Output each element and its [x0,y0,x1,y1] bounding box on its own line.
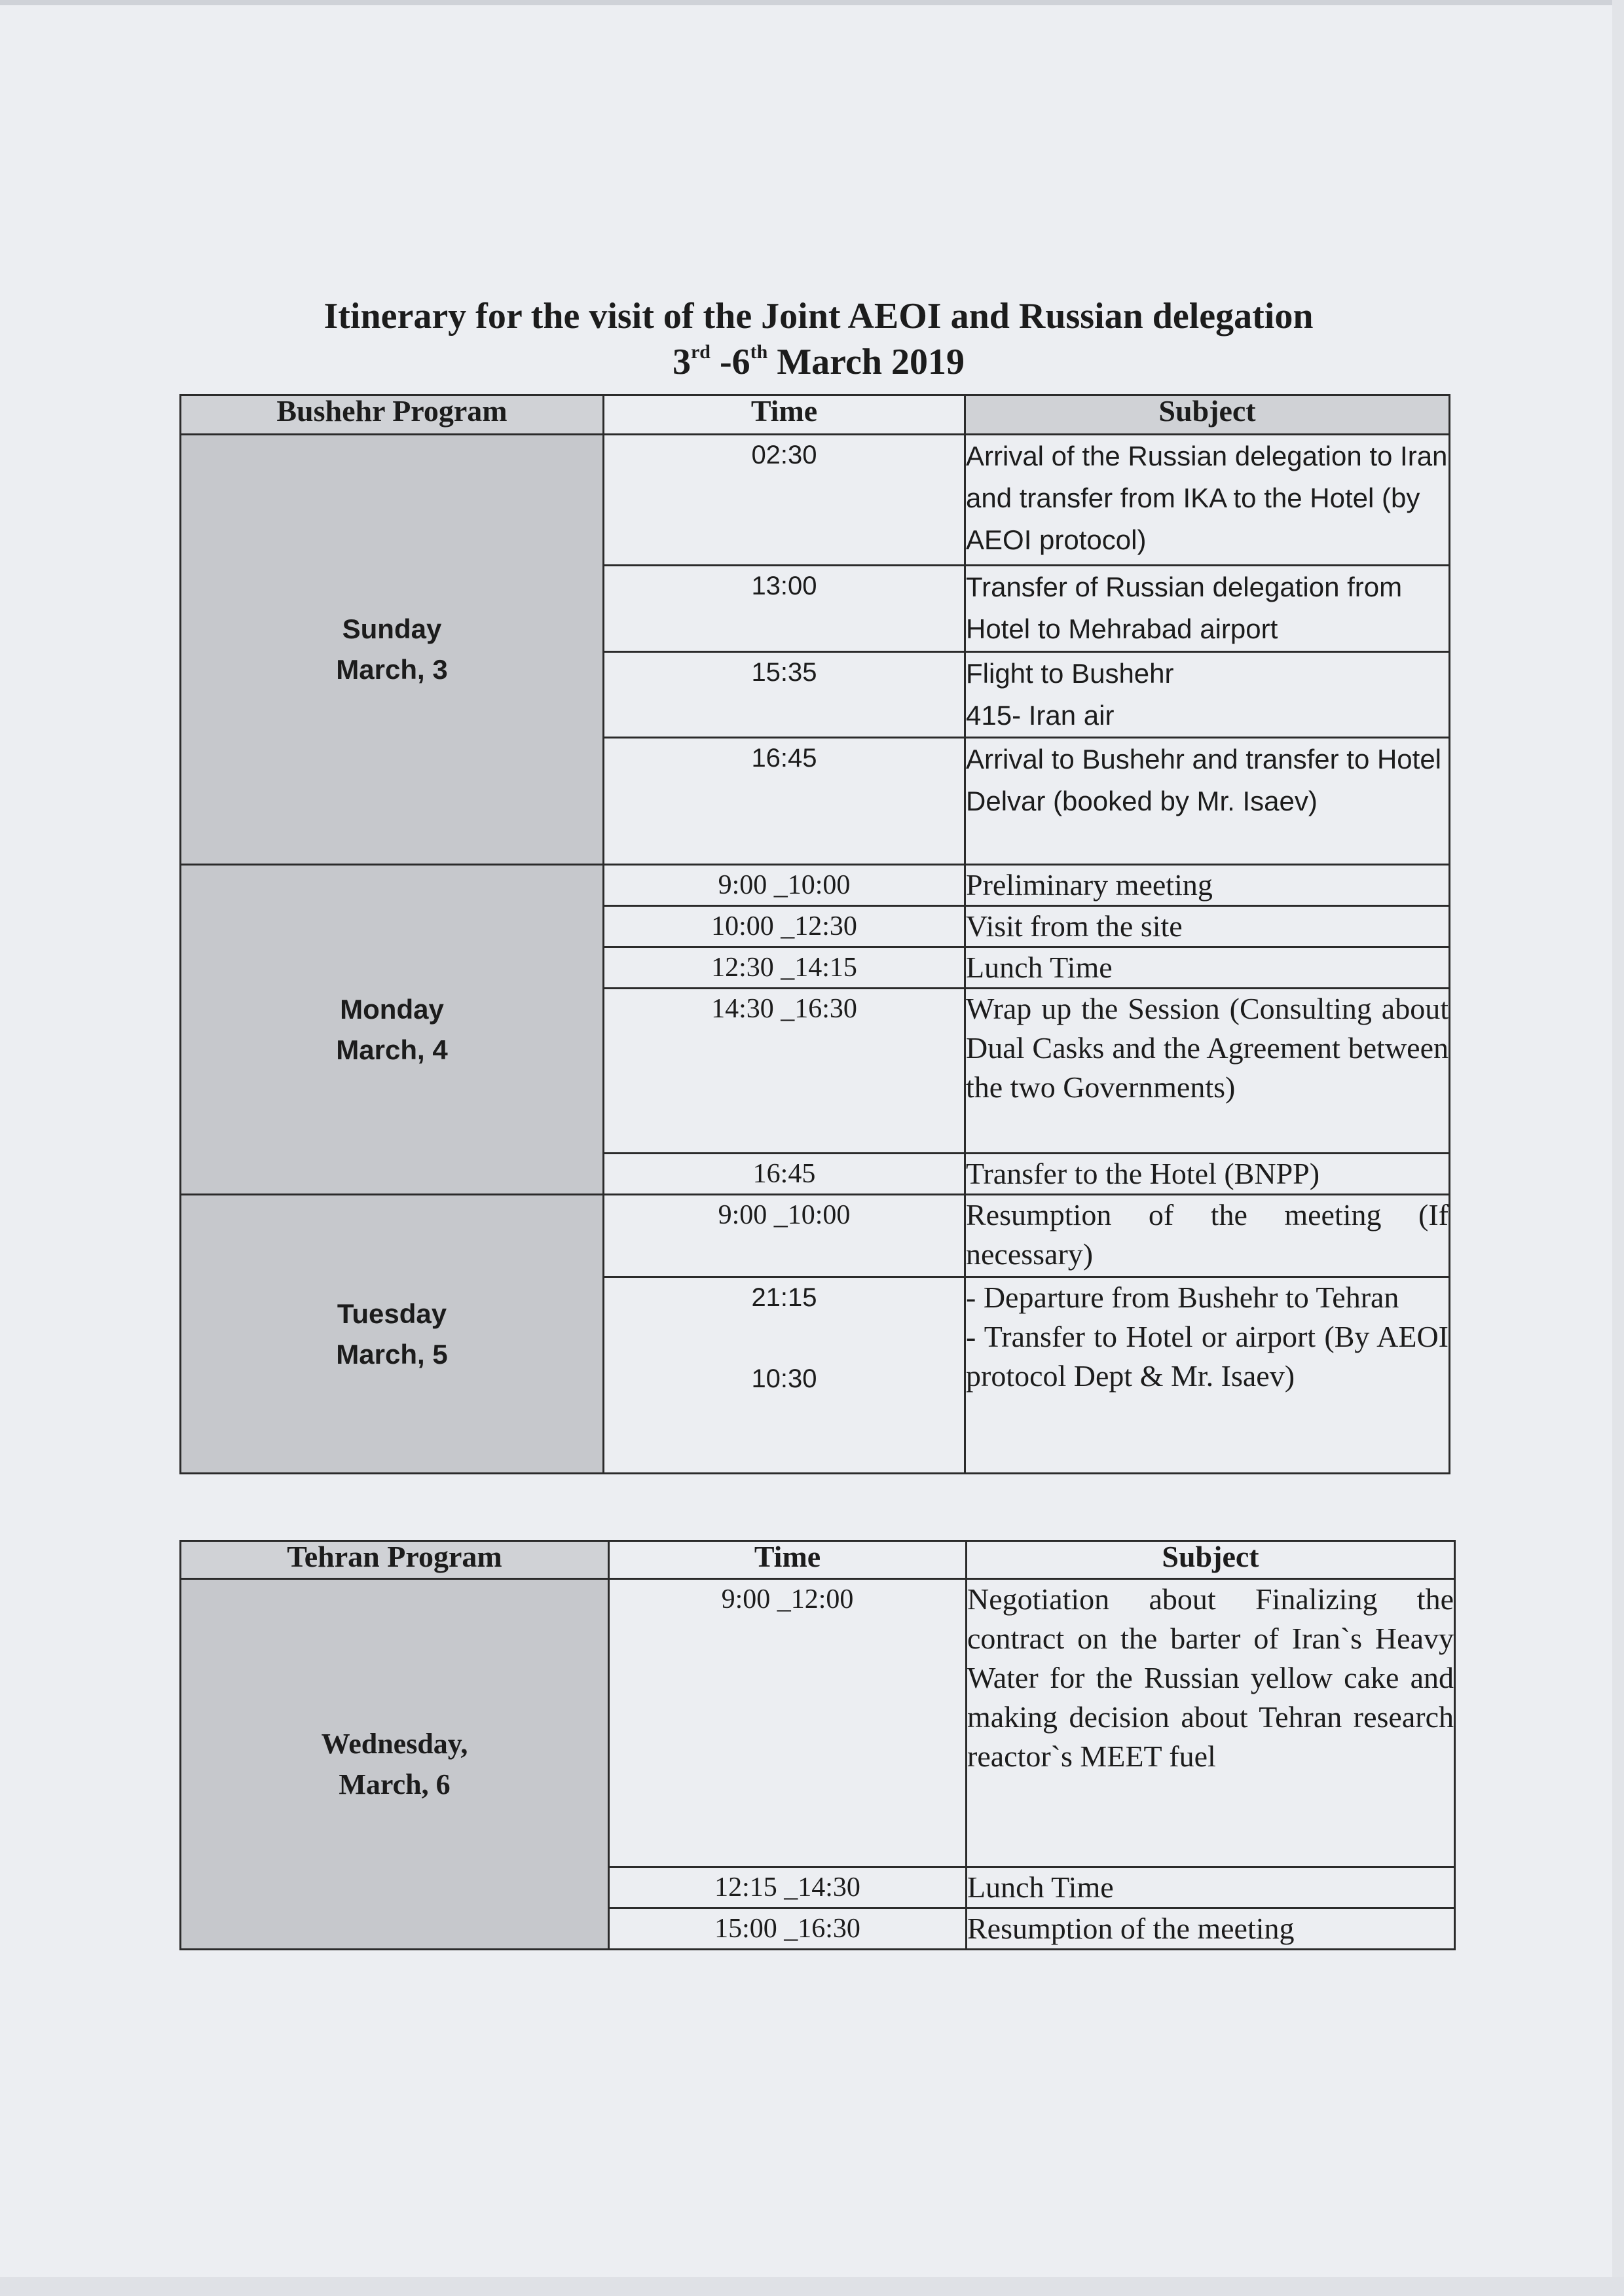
subject-cell: Negotiation about Finalizing the contract on the barter of Iran`s Heavy Water for the Russian yellow cake and making decision about Tehran research reactor`s MEET fuel [967,1579,1455,1867]
subject-cell: Lunch Time [965,947,1450,989]
time-cell: 02:30 [604,435,965,566]
subject-cell: Lunch Time [967,1867,1455,1908]
time-cell: 12:30 _14:15 [604,947,965,989]
title-line: Itinerary for the visit of the Joint AEOI and Russian delegation [323,296,1314,337]
time-cell: 21:15 10:30 [604,1277,965,1474]
day-cell-wednesday: Wednesday, March, 6 [181,1579,609,1950]
time-cell: 15:00 _16:30 [609,1908,967,1950]
table-row [181,1195,1450,1277]
table-row [181,435,1450,566]
day-cell-sunday: Sunday March, 3 [181,435,604,865]
time-cell: 14:30 _16:30 [604,989,965,1154]
time-cell: 9:00 _10:00 [604,865,965,906]
time-cell: 13:00 [604,566,965,652]
table-row [181,1579,1455,1867]
program-header: Bushehr Program [181,395,604,435]
table-header-row [181,395,1450,435]
subject-cell: Transfer of Russian delegation from Hotel to Mehrabad airport [965,566,1450,652]
subject-cell: Resumption of the meeting (If necessary) [965,1195,1450,1277]
time-header: Time [609,1541,967,1579]
day-cell-tuesday: Tuesday March, 5 [181,1195,604,1474]
document-title [183,293,1454,385]
day-cell-monday: Monday March, 4 [181,865,604,1195]
bushehr-program-table [179,394,1450,1474]
subject-cell: Arrival to Bushehr and transfer to Hotel Delvar (booked by Mr. Isaev) [965,738,1450,865]
subject-cell: Visit from the site [965,906,1450,947]
subject-cell: Arrival of the Russian delegation to Iran and transfer from IKA to the Hotel (by AEOI protocol) [965,435,1450,566]
subject-cell: Wrap up the Session (Consulting about Dual Casks and the Agreement between the two Governments) [965,989,1450,1154]
table-row [181,865,1450,906]
subject-header: Subject [967,1541,1455,1579]
page-top-edge [0,0,1624,5]
subject-header: Subject [965,395,1450,435]
subject-cell: Preliminary meeting [965,865,1450,906]
subject-cell: - Departure from Bushehr to Tehran - Transfer to Hotel or airport (By AEOI protocol Dept & Mr. Isaev) [965,1277,1450,1474]
subject-cell: Flight to Bushehr 415- Iran air [965,652,1450,738]
time-cell: 16:45 [604,738,965,865]
time-cell: 15:35 [604,652,965,738]
time-cell: 9:00 _12:00 [609,1579,967,1867]
title-date: 3rd -6th March 2019 [672,341,965,382]
tehran-program-table [179,1540,1456,1950]
time-cell: 10:00 _12:30 [604,906,965,947]
table-header-row [181,1541,1455,1579]
time-cell: 16:45 [604,1154,965,1195]
time-cell: 12:15 _14:30 [609,1867,967,1908]
page-bottom-edge [0,2277,1624,2296]
subject-cell: Transfer to the Hotel (BNPP) [965,1154,1450,1195]
time-header: Time [604,395,965,435]
subject-cell: Resumption of the meeting [967,1908,1455,1950]
page-right-edge [1612,0,1624,2296]
time-cell: 9:00 _10:00 [604,1195,965,1277]
program-header: Tehran Program [181,1541,609,1579]
